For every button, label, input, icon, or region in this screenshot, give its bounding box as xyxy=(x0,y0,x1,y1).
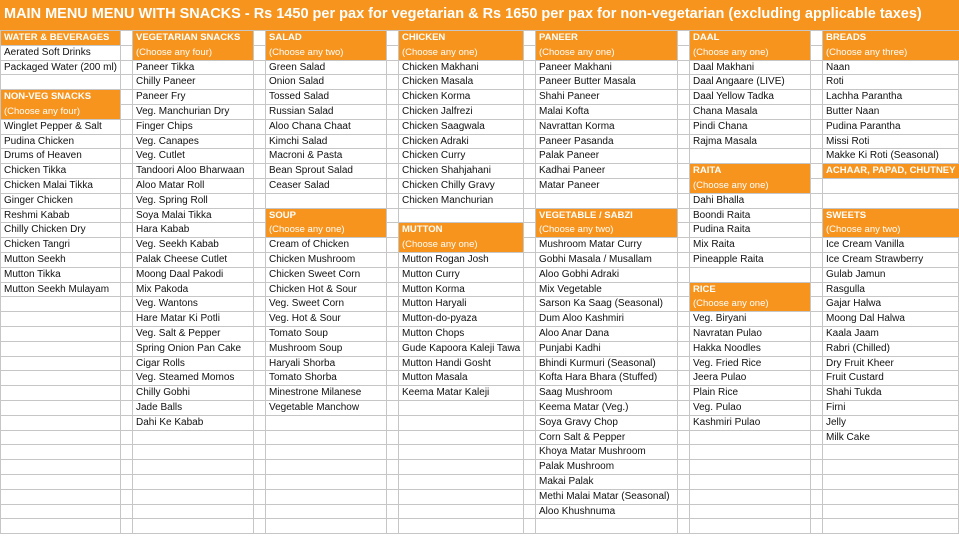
menu-item: Palak Mushroom xyxy=(539,461,615,473)
menu-item: Chilly Gobhi xyxy=(136,387,190,399)
menu-item: Kaala Jaam xyxy=(826,328,879,339)
menu-item: Paneer Pasanda xyxy=(539,135,614,147)
section-subtitle-nonveg-snacks: (Choose any four) xyxy=(4,106,81,117)
section-subtitle-chicken: (Choose any one) xyxy=(402,46,478,58)
menu-item: Russian Salad xyxy=(269,106,334,117)
menu-item: Butter Naan xyxy=(826,106,880,117)
section-title-rice: RICE xyxy=(693,283,716,295)
menu-item: Dahi Ke Kabab xyxy=(136,416,204,428)
menu-item: Chicken Adraki xyxy=(402,135,469,147)
menu-item: Rabri (Chilled) xyxy=(826,342,890,354)
menu-item: Mutton Seekh Mulayam xyxy=(4,283,110,295)
menu-item: Navratan Pulao xyxy=(693,328,762,339)
menu-item: Gulab Jamun xyxy=(826,268,886,280)
menu-item: Dum Aloo Kashmiri xyxy=(539,313,625,325)
menu-item: Haryali Shorba xyxy=(269,357,336,369)
menu-item: Aerated Soft Drinks xyxy=(4,46,91,58)
menu-item: Sarson Ka Saag (Seasonal) xyxy=(539,298,663,310)
menu-item: Rasgulla xyxy=(826,283,865,295)
menu-item: Gude Kapoora Kaleji Tawa xyxy=(402,342,521,354)
menu-item: Veg. Steamed Momos xyxy=(136,372,235,384)
menu-item: Rajma Masala xyxy=(693,135,757,147)
menu-item: Daal Makhani xyxy=(693,61,755,73)
menu-item: Matar Paneer xyxy=(539,180,600,191)
menu-item: Malai Kofta xyxy=(539,106,590,117)
menu-item: Boondi Raita xyxy=(693,209,751,221)
section-subtitle-paneer: (Choose any one) xyxy=(539,46,615,58)
menu-item: Kimchi Salad xyxy=(269,135,328,147)
menu-item: Paneer Fry xyxy=(136,91,186,103)
menu-item: Packaged Water (200 ml) xyxy=(4,61,118,73)
page-title: MAIN MENU MENU WITH SNACKS - Rs 1450 per pax for vegetarian & Rs 1650 per pax for non-vegetarian (excluding applicable taxes) xyxy=(0,0,959,30)
menu-item: Veg. Seekh Kabab xyxy=(136,239,219,251)
menu-item: Fruit Custard xyxy=(826,372,884,384)
menu-item: Bhindi Kurmuri (Seasonal) xyxy=(539,357,656,369)
menu-item: Daal Angaare (LIVE) xyxy=(693,76,785,88)
menu-item: Mix Vegetable xyxy=(539,283,602,295)
menu-item: Punjabi Kadhi xyxy=(539,342,601,354)
menu-item: Khoya Matar Mushroom xyxy=(539,446,646,458)
section-title-salad: SALAD xyxy=(269,32,302,43)
menu-item: Palak Cheese Cutlet xyxy=(136,254,228,265)
menu-item: Veg. Salt & Pepper xyxy=(136,328,221,339)
menu-item: Keema Matar Kaleji xyxy=(402,387,490,399)
menu-item: Palak Paneer xyxy=(539,150,600,162)
menu-item: Chilly Paneer xyxy=(136,76,196,88)
section-subtitle-sweets: (Choose any two) xyxy=(826,224,901,236)
menu-item: Mushroom Matar Curry xyxy=(539,239,642,251)
menu-item: Mutton Chops xyxy=(402,328,465,339)
section-title-nonveg-snacks: NON-VEG SNACKS xyxy=(4,91,92,103)
menu-item: Gajar Halwa xyxy=(826,298,882,310)
grid-hline xyxy=(0,518,959,519)
section-subtitle-rice: (Choose any one) xyxy=(693,298,769,310)
menu-item: Pudina Parantha xyxy=(826,120,901,132)
menu-item: Mutton Rogan Josh xyxy=(402,254,489,265)
menu-item: Lachha Parantha xyxy=(826,91,903,103)
menu-item: Ice Cream Strawberry xyxy=(826,254,924,265)
menu-item: Paneer Butter Masala xyxy=(539,76,636,88)
menu-item: Finger Chips xyxy=(136,120,193,132)
menu-item: Navrattan Korma xyxy=(539,120,615,132)
menu-item: Chicken Sweet Corn xyxy=(269,268,361,280)
section-subtitle-breads: (Choose any three) xyxy=(826,46,908,58)
menu-item: Chicken Manchurian xyxy=(402,194,494,206)
menu-item: Winglet Pepper & Salt xyxy=(4,120,102,132)
menu-item: Makke Ki Roti (Seasonal) xyxy=(826,150,939,162)
section-title-daal: DAAL xyxy=(693,32,720,43)
menu-item: Dahi Bhalla xyxy=(693,194,745,206)
menu-item: Veg. Spring Roll xyxy=(136,194,208,206)
menu-item: Veg. Manchurian Dry xyxy=(136,106,230,117)
menu-item: Chana Masala xyxy=(693,106,758,117)
menu-item: Vegetable Manchow xyxy=(269,402,360,413)
menu-item: Pudina Chicken xyxy=(4,135,75,147)
menu-item: Veg. Canapes xyxy=(136,135,199,147)
menu-item: Chicken Curry xyxy=(402,150,466,162)
menu-item: Shahi Tukda xyxy=(826,387,882,399)
menu-item: Tossed Salad xyxy=(269,91,330,103)
menu-item: Jeera Pulao xyxy=(693,372,747,384)
menu-item: Dry Fruit Kheer xyxy=(826,357,894,369)
section-subtitle-daal: (Choose any one) xyxy=(693,46,769,58)
menu-item: Tomato Soup xyxy=(269,328,328,339)
menu-item: Green Salad xyxy=(269,61,326,73)
menu-item: Mutton Tikka xyxy=(4,268,61,280)
menu-item: Mutton Haryali xyxy=(402,298,467,310)
menu-item: Shahi Paneer xyxy=(539,91,600,103)
menu-item: Macroni & Pasta xyxy=(269,150,343,162)
menu-item: Chilly Chicken Dry xyxy=(4,224,86,236)
menu-item: Kadhai Paneer xyxy=(539,165,606,177)
section-title-achaar: ACHAAR, PAPAD, CHUTNEY xyxy=(826,165,956,177)
menu-item: Firni xyxy=(826,402,846,413)
menu-item: Chicken Saagwala xyxy=(402,120,485,132)
section-subtitle-soup: (Choose any one) xyxy=(269,224,345,236)
menu-item: Moong Daal Pakodi xyxy=(136,268,224,280)
menu-item: Saag Mushroom xyxy=(539,387,613,399)
menu-item: Paneer Makhani xyxy=(539,61,612,73)
menu-item: Hare Matar Ki Potli xyxy=(136,313,220,325)
menu-item: Drums of Heaven xyxy=(4,150,82,162)
menu-item: Chicken Mushroom xyxy=(269,254,356,265)
menu-item: Plain Rice xyxy=(693,387,739,399)
menu-item: Veg. Fried Rice xyxy=(693,357,762,369)
menu-item: Veg. Wantons xyxy=(136,298,198,310)
menu-item: Aloo Gobhi Adraki xyxy=(539,268,620,280)
menu-item: Cream of Chicken xyxy=(269,239,350,251)
menu-item: Veg. Cutlet xyxy=(136,150,185,162)
menu-item: Onion Salad xyxy=(269,76,325,88)
menu-item: Mushroom Soup xyxy=(269,342,343,354)
section-subtitle-salad: (Choose any two) xyxy=(269,46,344,58)
menu-item: Ceaser Salad xyxy=(269,180,330,191)
section-title-raita: RAITA xyxy=(693,165,722,177)
section-subtitle-vegetable: (Choose any two) xyxy=(539,224,614,236)
menu-item: Chicken Korma xyxy=(402,91,471,103)
menu-item: Moong Dal Halwa xyxy=(826,313,905,325)
menu-item: Chicken Malai Tikka xyxy=(4,180,93,191)
menu-item: Soya Gravy Chop xyxy=(539,416,618,428)
section-subtitle-mutton: (Choose any one) xyxy=(402,239,478,251)
menu-item: Keema Matar (Veg.) xyxy=(539,402,629,413)
grid-hline xyxy=(0,504,959,505)
menu-item: Chicken Shahjahani xyxy=(402,165,491,177)
menu-item: Veg. Biryani xyxy=(693,313,747,325)
menu-item: Aloo Matar Roll xyxy=(136,180,205,191)
section-subtitle-raita: (Choose any one) xyxy=(693,180,769,191)
menu-item: Jelly xyxy=(826,416,847,428)
section-subtitle-veg-snacks: (Choose any four) xyxy=(136,46,213,58)
menu-item: Mutton Seekh xyxy=(4,254,66,265)
menu-item: Mutton Korma xyxy=(402,283,465,295)
menu-item: Aloo Chana Chaat xyxy=(269,120,351,132)
section-title-paneer: PANEER xyxy=(539,32,578,43)
section-title-breads: BREADS xyxy=(826,32,867,43)
menu-item: Ice Cream Vanilla xyxy=(826,239,905,251)
menu-item: Mix Raita xyxy=(693,239,735,251)
menu-item: Pudina Raita xyxy=(693,224,751,236)
menu-item: Corn Salt & Pepper xyxy=(539,431,626,443)
menu-item: Veg. Hot & Sour xyxy=(269,313,341,325)
menu-item: Bean Sprout Salad xyxy=(269,165,353,177)
section-title-mutton: MUTTON xyxy=(402,224,443,236)
menu-item: Chicken Chilly Gravy xyxy=(402,180,495,191)
menu-item: Milk Cake xyxy=(826,431,870,443)
menu-item: Chicken Masala xyxy=(402,76,474,88)
menu-item: Kashmiri Pulao xyxy=(693,416,761,428)
menu-item: Mutton Curry xyxy=(402,268,460,280)
menu-item: Hara Kabab xyxy=(136,224,190,236)
menu-item: Chicken Tangri xyxy=(4,239,70,251)
menu-item: Mutton Masala xyxy=(402,372,468,384)
menu-item: Reshmi Kabab xyxy=(4,209,70,221)
menu-item: Jade Balls xyxy=(136,402,183,413)
menu-item: Methi Malai Matar (Seasonal) xyxy=(539,490,670,502)
menu-item: Daal Yellow Tadka xyxy=(693,91,774,103)
grid-hline xyxy=(0,474,959,475)
menu-item: Gobhi Masala / Musallam xyxy=(539,254,652,265)
menu-item: Pineapple Raita xyxy=(693,254,764,265)
menu-item: Mix Pakoda xyxy=(136,283,189,295)
section-title-sweets: SWEETS xyxy=(826,209,867,221)
menu-item: Kofta Hara Bhara (Stuffed) xyxy=(539,372,658,384)
menu-item: Missi Roti xyxy=(826,135,870,147)
menu-item: Veg. Pulao xyxy=(693,402,742,413)
grid-hline xyxy=(0,444,959,445)
menu-item: Minestrone Milanese xyxy=(269,387,362,399)
menu-item: Makai Palak xyxy=(539,476,594,487)
menu-item: Spring Onion Pan Cake xyxy=(136,342,242,354)
menu-item: Mutton-do-pyaza xyxy=(402,313,478,325)
menu-item: Chicken Makhani xyxy=(402,61,479,73)
menu-item: Mutton Handi Gosht xyxy=(402,357,491,369)
section-title-vegetable: VEGETABLE / SABZI xyxy=(539,209,633,221)
menu-item: Chicken Tikka xyxy=(4,165,67,177)
menu-item: Tandoori Aloo Bharwaan xyxy=(136,165,245,177)
menu-item: Chicken Jalfrezi xyxy=(402,106,473,117)
menu-item: Aloo Khushnuma xyxy=(539,505,616,517)
grid-hline xyxy=(0,533,959,534)
menu-item: Tomato Shorba xyxy=(269,372,337,384)
menu-item: Roti xyxy=(826,76,844,88)
menu-item: Soya Malai Tikka xyxy=(136,209,212,221)
menu-item: Chicken Hot & Sour xyxy=(269,283,357,295)
menu-item: Naan xyxy=(826,61,850,73)
section-title-soup: SOUP xyxy=(269,209,296,221)
grid-hline xyxy=(0,459,959,460)
menu-item: Cigar Rolls xyxy=(136,357,185,369)
section-title-chicken: CHICKEN xyxy=(402,32,446,43)
menu-item: Veg. Sweet Corn xyxy=(269,298,345,310)
section-title-veg-snacks: VEGETARIAN SNACKS xyxy=(136,32,241,43)
menu-item: Ginger Chicken xyxy=(4,194,73,206)
section-title-water: WATER & BEVERAGES xyxy=(4,32,110,43)
menu-item: Hakka Noodles xyxy=(693,342,761,354)
menu-item: Paneer Tikka xyxy=(136,61,195,73)
menu-item: Aloo Anar Dana xyxy=(539,328,610,339)
grid-hline xyxy=(0,489,959,490)
menu-item: Pindi Chana xyxy=(693,120,748,132)
